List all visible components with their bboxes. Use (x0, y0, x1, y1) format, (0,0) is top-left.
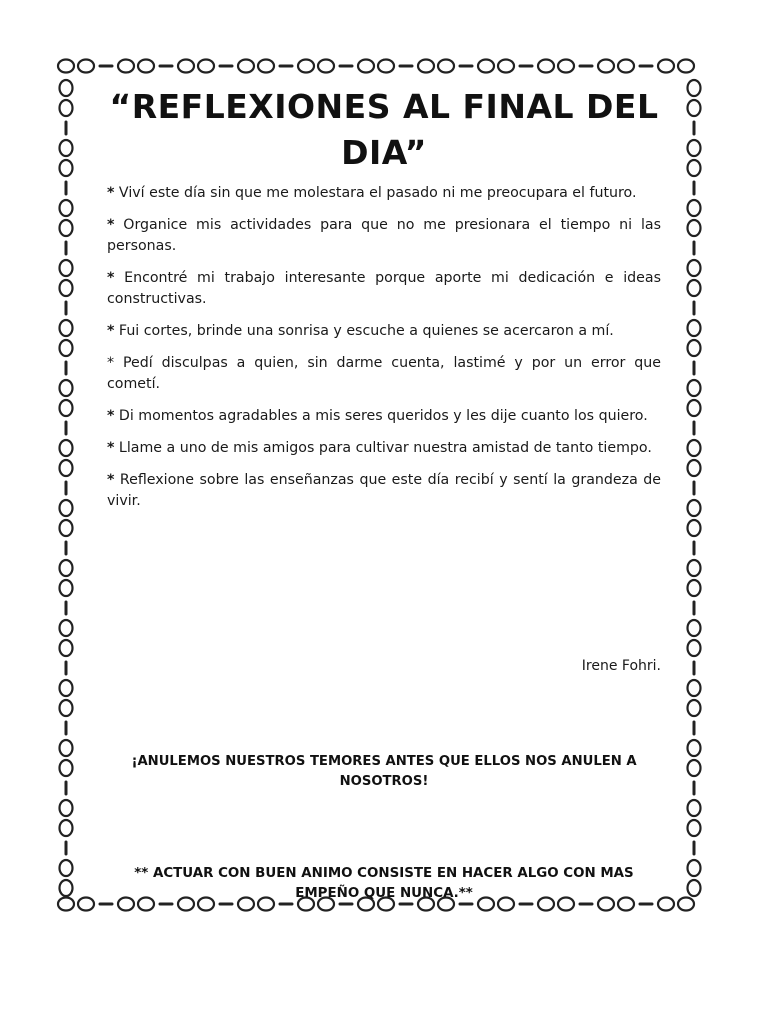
reflection-item: * Fui cortes, brinde una sonrisa y escuche a quienes se acercaron a mí. (107, 323, 614, 339)
reflection-item: * Encontré mi trabajo interesante porque aporte mi dedicación e ideas constructivas. (107, 270, 661, 307)
reflection-item: * Viví este día sin que me molestara el pasado ni me preocupara el futuro. (107, 185, 637, 201)
reflection-list (107, 183, 661, 523)
motto-text: ¡ANULEMOS NUESTROS TEMORES ANTES QUE ELLOS NOS ANULEN A NOSOTROS! (131, 754, 637, 789)
author-signature: Irene Fohri. (581, 658, 661, 674)
reflection-item: * Pedí disculpas a quien, sin darme cuenta, lastimé y por un error que cometí. (107, 355, 661, 392)
reflection-item: * Llame a uno de mis amigos para cultivar nuestra amistad de tanto tiempo. (107, 440, 652, 456)
reflection-item: * Reflexione sobre las enseñanzas que este día recibí y sentí la grandeza de vivir. (107, 472, 661, 509)
reflection-item: * Organice mis actividades para que no me presionara el tiempo ni las personas. (107, 217, 661, 254)
closing-text: ** ACTUAR CON BUEN ANIMO CONSISTE EN HACER ALGO CON MAS EMPEÑO QUE NUNCA.** (134, 866, 634, 901)
document-title: “REFLEXIONES AL FINAL DEL DIA” (109, 87, 659, 172)
reflection-item: * Di momentos agradables a mis seres queridos y les dije cuanto los quiero. (107, 408, 648, 424)
